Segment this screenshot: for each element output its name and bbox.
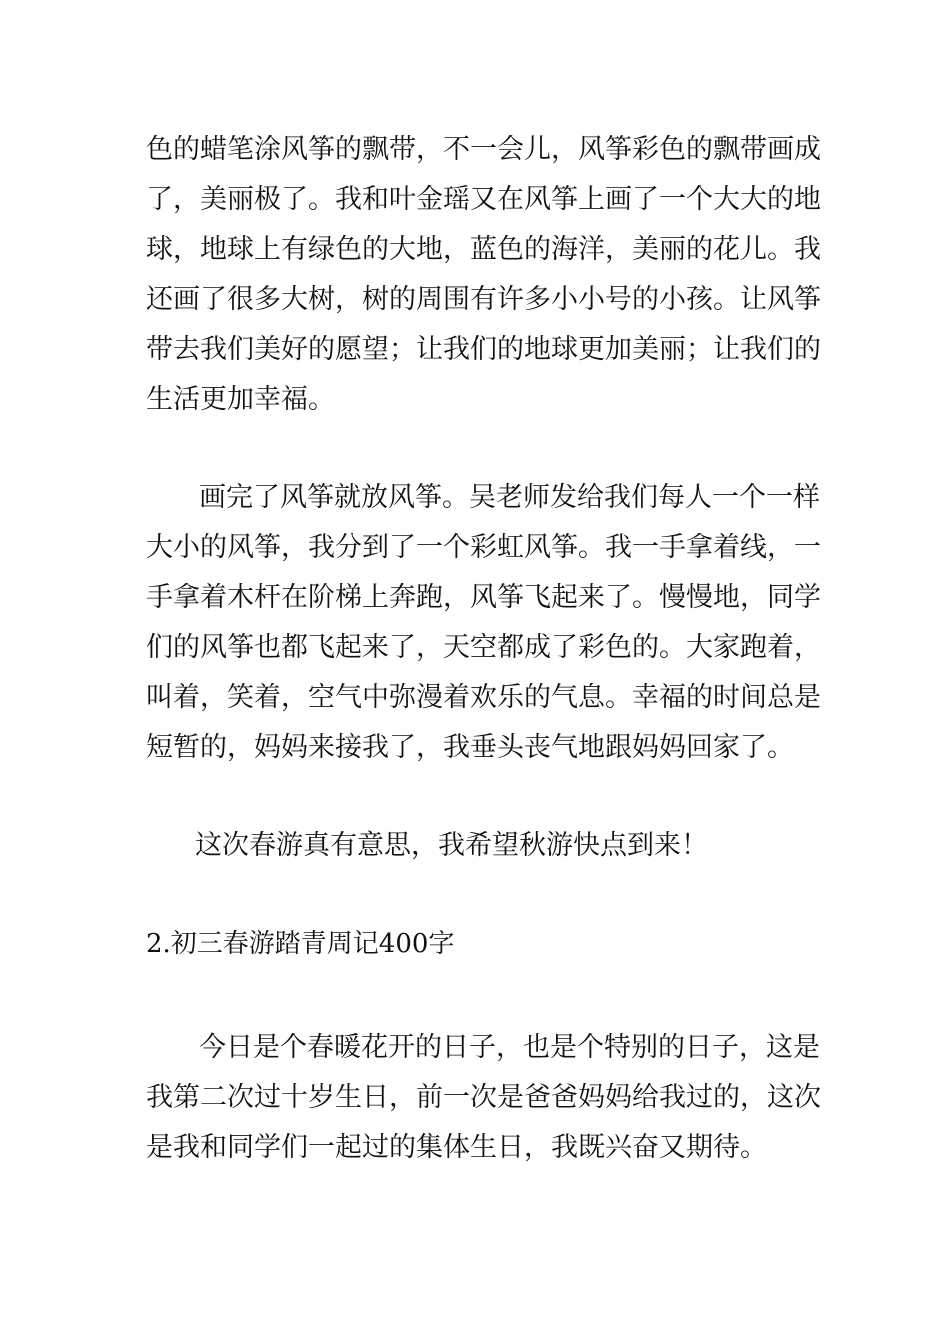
text-line: 这次春游真有意思，我希望秋游快点到来！ [195,830,708,861]
text-line: 大小的风筝，我分到了一个彩虹风筝。我一手拿着线，一 [146,532,821,563]
text-line: 短暂的，妈妈来接我了，我垂头丧气地跟妈妈回家了。 [146,732,794,763]
text-line: 了，美丽极了。我和叶金瑶又在风筝上画了一个大大的地 [146,184,821,215]
text-line: 球，地球上有绿色的大地，蓝色的海洋，美丽的花儿。我 [146,234,821,265]
text-line: 今日是个春暖花开的日子，也是个特别的日子，这是 [199,1032,820,1063]
text-line: 叫着，笑着，空气中弥漫着欢乐的气息。幸福的时间总是 [146,682,821,713]
text-line: 们的风筝也都飞起来了，天空都成了彩色的。大家跑着， [146,632,821,663]
text-line: 手拿着木杆在阶梯上奔跑，风筝飞起来了。慢慢地，同学 [146,582,821,613]
text-line: 我第二次过十岁生日，前一次是爸爸妈妈给我过的，这次 [146,1082,821,1113]
section-heading: 2.初三春游踏青周记400字 [146,929,455,959]
text-line: 带去我们美好的愿望；让我们的地球更加美丽；让我们的 [146,334,821,365]
text-line: 生活更加幸福。 [146,384,335,415]
text-line: 是我和同学们一起过的集体生日，我既兴奋又期待。 [146,1132,767,1163]
text-line: 还画了很多大树，树的周围有许多小小号的小孩。让风筝 [146,284,821,315]
text-line: 画完了风筝就放风筝。吴老师发给我们每人一个一样 [199,482,820,513]
text-line: 色的蜡笔涂风筝的飘带，不一会儿，风筝彩色的飘带画成 [146,134,821,165]
